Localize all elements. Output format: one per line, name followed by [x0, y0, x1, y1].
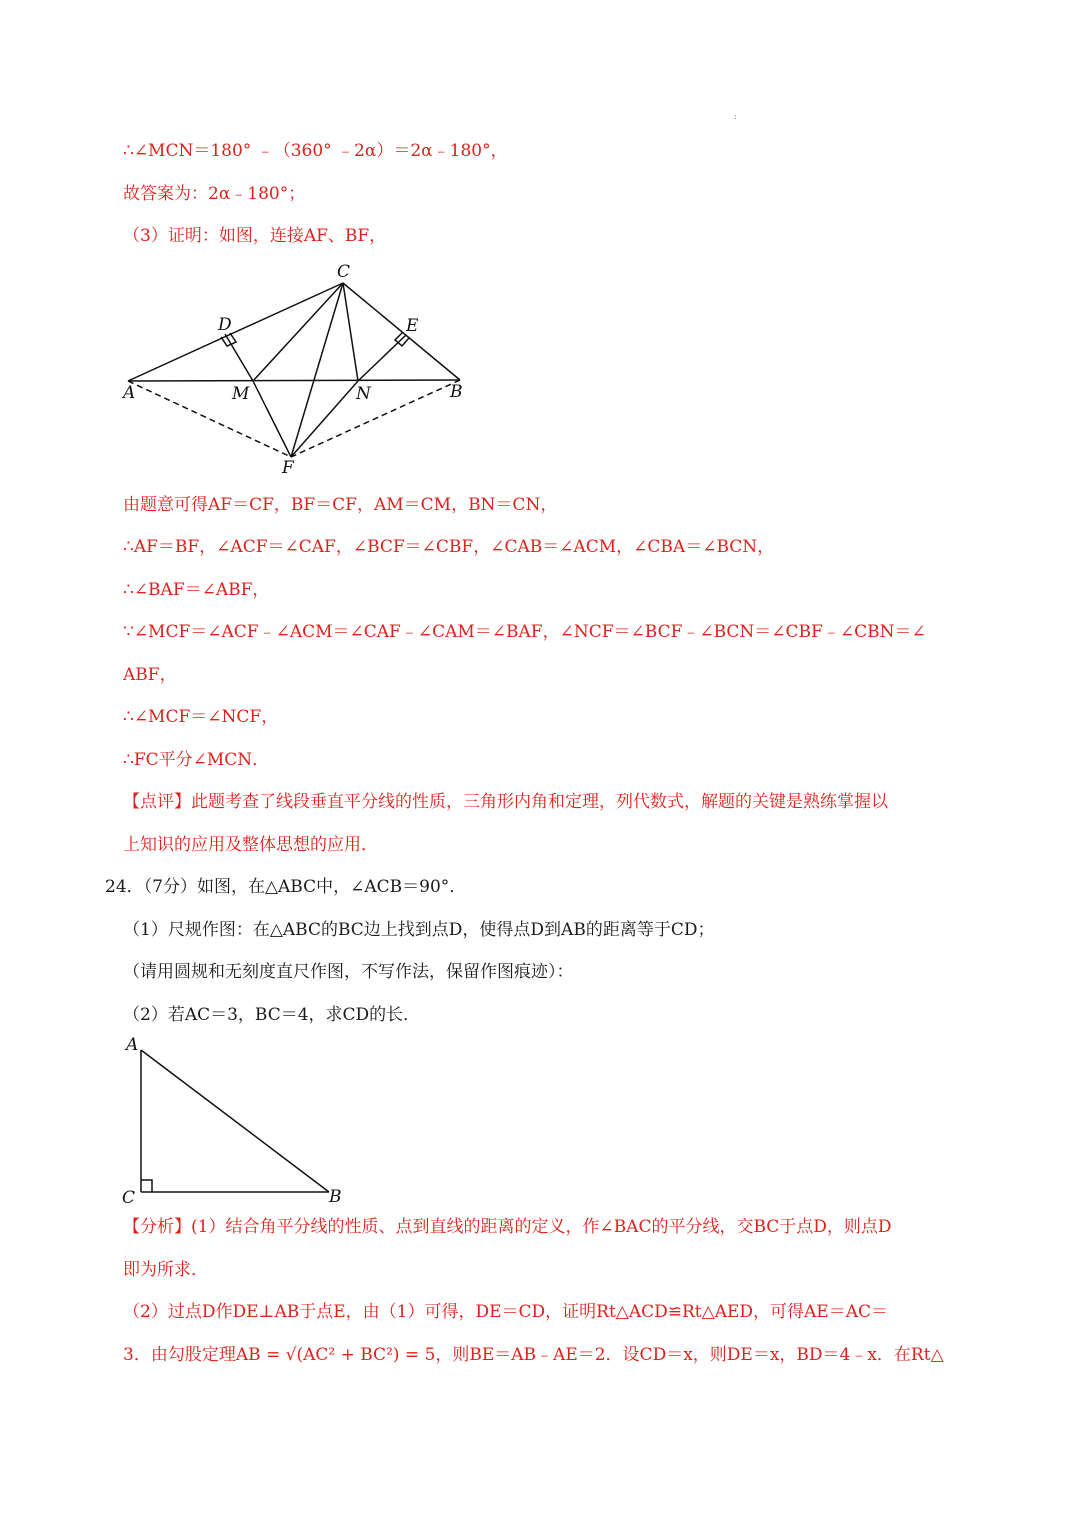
geometry-figure-1	[115, 258, 475, 480]
analysis-line-4: 3．由勾股定理AB = √(AC² + BC²) = 5，则BE＝AB﹣AE＝2．设CD＝x，则DE＝x，BD＝4﹣x．在Rt△	[123, 1345, 944, 1365]
question-24-title: 24．（7分）如图，在△ABC中，∠ACB＝90°．	[105, 877, 467, 897]
question-24-note: （请用圆规和无刻度直尺作图，不写作法，保留作图痕迹）：	[123, 962, 574, 982]
label-A2: A	[126, 1035, 139, 1055]
label-C: C	[337, 262, 351, 282]
text-line-8: ABF，	[123, 665, 177, 685]
label-A: A	[123, 383, 136, 403]
text-line-3: （3）证明：如图，连接AF、BF，	[123, 226, 387, 246]
label-B2: B	[329, 1187, 342, 1207]
geometry-figure-2	[115, 1030, 355, 1210]
text-line-1: ∴∠MCN＝180° ﹣（360° ﹣2α）＝2α﹣180°，	[123, 141, 508, 161]
comment-line-2: 上知识的应用及整体思想的应用．	[123, 835, 378, 855]
analysis-line-3: （2）过点D作DE⊥AB于点E，由（1）可得，DE＝CD，证明Rt△ACD≌Rt△AED，可得AE＝AC＝	[123, 1302, 888, 1322]
label-C2: C	[122, 1188, 136, 1208]
analysis-line-1: 【分析】(1）结合角平分线的性质、点到直线的距离的定义，作∠BAC的平分线，交BC于点D，则点D	[123, 1217, 892, 1237]
text-line-5: ∴AF＝BF，∠ACF＝∠CAF，∠BCF＝∠CBF，∠CAB＝∠ACM，∠CBA＝∠BCN，	[123, 537, 775, 557]
page-marker: :	[734, 112, 737, 121]
text-line-10: ∴FC平分∠MCN．	[123, 750, 270, 770]
question-24-part-2: （2）若AC＝3，BC＝4，求CD的长．	[123, 1005, 421, 1025]
analysis-line-2: 即为所求．	[123, 1260, 208, 1280]
text-line-6: ∴∠BAF＝∠ABF，	[123, 580, 270, 600]
text-line-9: ∴∠MCF＝∠NCF，	[123, 707, 279, 727]
label-M: M	[232, 384, 250, 404]
comment-line-1: 【点评】此题考查了线段垂直平分线的性质，三角形内角和定理，列代数式，解题的关键是熟练掌握以	[123, 792, 888, 812]
text-line-2: 故答案为：2α﹣180°；	[123, 184, 306, 204]
text-line-7: ∵∠MCF＝∠ACF﹣∠ACM＝∠CAF﹣∠CAM＝∠BAF，∠NCF＝∠BCF﹣∠BCN＝∠CBF﹣∠CBN＝∠	[123, 622, 926, 642]
question-24-part-1: （1）尺规作图：在△ABC的BC边上找到点D，使得点D到AB的距离等于CD；	[123, 920, 715, 940]
label-B: B	[450, 382, 463, 402]
label-N: N	[356, 384, 371, 404]
text-line-4: 由题意可得AF＝CF，BF＝CF，AM＝CM，BN＝CN，	[123, 495, 558, 515]
label-E: E	[406, 316, 419, 336]
label-D: D	[218, 315, 232, 335]
label-F: F	[282, 458, 294, 478]
